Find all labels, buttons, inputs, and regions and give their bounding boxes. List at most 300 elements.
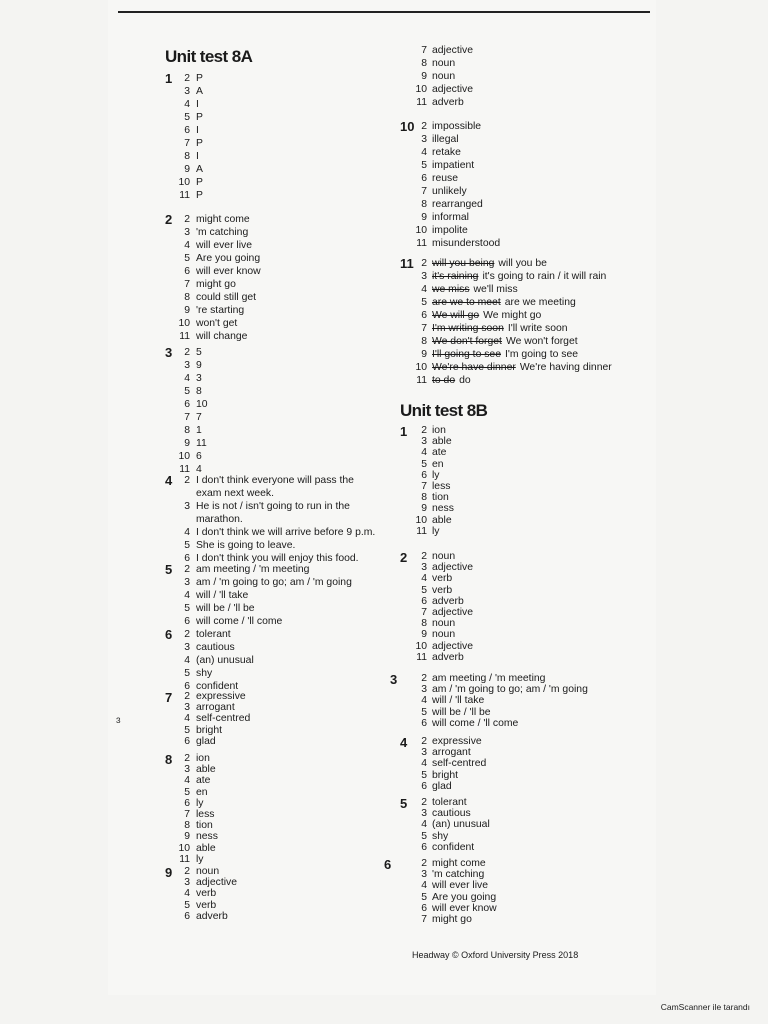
answer-text: could still get xyxy=(196,292,257,303)
answer-text: will come / 'll come xyxy=(196,616,283,627)
item-number: 4 xyxy=(184,527,190,538)
item-number: 2 xyxy=(421,797,427,808)
answer-text: might go xyxy=(196,279,236,290)
item-number: 6 xyxy=(184,399,190,410)
struck-out-text: will you being xyxy=(432,258,495,269)
answer-text: will ever know xyxy=(196,266,261,277)
question-number: 8 xyxy=(165,752,173,767)
answer-text: confident xyxy=(196,681,239,692)
item-number: 10 xyxy=(178,318,190,329)
corrected-text: we'll miss xyxy=(473,284,518,295)
answer-text: ness xyxy=(196,831,218,843)
answer-text: confident xyxy=(432,841,475,853)
item-number: 3 xyxy=(184,360,190,371)
item-number: 3 xyxy=(184,702,190,714)
copyright-footer: Headway © Oxford University Press 2018 xyxy=(412,950,579,960)
answer-text: noun xyxy=(432,618,456,630)
item-number: 2 xyxy=(421,551,427,562)
answer-text: ly xyxy=(196,797,204,809)
answer-text: verb xyxy=(432,584,453,596)
item-number: 5 xyxy=(421,160,427,171)
answer-text xyxy=(432,296,576,309)
answer-text: I don't think everyone will pass the xyxy=(196,475,354,486)
answer-text: will / 'll take xyxy=(196,590,249,601)
question-number: 3 xyxy=(390,672,398,687)
answer-text: verb xyxy=(432,573,453,585)
item-number: 6 xyxy=(421,841,427,853)
item-number: 4 xyxy=(421,573,427,585)
item-number: 4 xyxy=(421,819,427,831)
item-number: 4 xyxy=(421,880,427,892)
item-number: 2 xyxy=(421,736,427,747)
item-number: 2 xyxy=(421,121,427,132)
item-number: 6 xyxy=(184,910,190,922)
item-number: 5 xyxy=(184,724,190,736)
item-number: 3 xyxy=(184,501,190,512)
item-number: 2 xyxy=(184,564,190,575)
answer-text: 9 xyxy=(196,360,202,371)
item-number: 5 xyxy=(421,769,427,781)
answer-text: ly xyxy=(432,469,440,481)
answer-text: misunderstood xyxy=(432,238,501,249)
answer-text: shy xyxy=(432,830,449,842)
item-number: 4 xyxy=(184,240,190,251)
item-number: 2 xyxy=(421,858,427,869)
answer-text: will ever live xyxy=(196,240,253,251)
item-number: 7 xyxy=(184,138,190,149)
item-number: 11 xyxy=(416,97,427,108)
item-number: 10 xyxy=(178,451,190,462)
answer-text: 4 xyxy=(196,464,202,475)
item-number: 8 xyxy=(184,820,190,832)
answer-text: will / 'll take xyxy=(432,695,485,707)
item-number: 5 xyxy=(421,297,427,308)
item-number: 11 xyxy=(416,525,427,537)
item-number: 5 xyxy=(184,386,190,397)
answer-text xyxy=(432,257,547,270)
question-number: 11 xyxy=(400,256,414,271)
item-number: 6 xyxy=(421,469,427,481)
item-number: 10 xyxy=(415,514,427,526)
scanned-page xyxy=(108,0,656,995)
item-number: 3 xyxy=(421,436,427,448)
item-number: 11 xyxy=(179,464,190,475)
answer-text: ness xyxy=(432,503,454,515)
answer-text: tolerant xyxy=(196,629,231,640)
item-number: 10 xyxy=(415,362,427,373)
item-number: 6 xyxy=(421,902,427,914)
answer-text: shy xyxy=(196,668,213,679)
item-number: 9 xyxy=(421,212,427,223)
struck-out-text: We're have dinner xyxy=(432,362,516,373)
item-number: 2 xyxy=(184,73,190,84)
item-number: 3 xyxy=(184,227,190,238)
answer-text: P xyxy=(196,112,203,123)
question-number: 10 xyxy=(400,119,415,134)
answer-text: I don't think we will arrive before 9 p.m. xyxy=(196,527,376,538)
item-number: 2 xyxy=(184,753,190,764)
answer-text: less xyxy=(196,808,215,820)
question-number: 3 xyxy=(165,345,173,360)
item-number: 10 xyxy=(415,640,427,652)
answer-text: unlikely xyxy=(432,186,467,197)
answer-text: tion xyxy=(432,492,449,504)
answer-text: noun xyxy=(432,71,456,82)
corrected-text: I'll write soon xyxy=(507,323,568,334)
question-number: 6 xyxy=(165,627,173,642)
item-number: 3 xyxy=(184,642,190,653)
item-number: 6 xyxy=(421,310,427,321)
answer-text: will ever know xyxy=(432,902,497,914)
answer-text xyxy=(432,283,518,296)
item-number: 5 xyxy=(421,458,427,470)
item-number: 5 xyxy=(184,253,190,264)
unit-8a-title: Unit test 8A xyxy=(165,47,253,66)
answer-text: might come xyxy=(196,214,250,225)
answer-text: might come xyxy=(432,858,486,869)
answer-text: self-centred xyxy=(432,758,487,770)
answer-text: adjective xyxy=(196,877,238,889)
question-number: 5 xyxy=(165,562,173,577)
question-number: 2 xyxy=(165,212,173,227)
item-number: 6 xyxy=(184,797,190,809)
answer-text: less xyxy=(432,480,451,492)
struck-out-text: it's raining xyxy=(432,271,479,282)
item-number: 9 xyxy=(421,71,427,82)
item-number: 6 xyxy=(421,780,427,792)
corrected-text: it's going to rain / it will rain xyxy=(482,271,607,282)
answer-text: noun xyxy=(432,58,456,69)
answer-text: adjective xyxy=(432,84,474,95)
item-number: 9 xyxy=(184,164,190,175)
answer-text: I xyxy=(196,125,199,136)
answer-text: will change xyxy=(196,331,248,342)
item-number: 11 xyxy=(179,190,190,201)
item-number: 6 xyxy=(184,681,190,692)
answer-text: expressive xyxy=(432,736,482,747)
item-number: 8 xyxy=(421,618,427,630)
item-number: 8 xyxy=(421,199,427,210)
item-number: 7 xyxy=(421,606,427,618)
item-number: 5 xyxy=(421,891,427,903)
answer-text: Are you going xyxy=(196,253,261,264)
answer-text: 8 xyxy=(196,386,202,397)
item-number: 8 xyxy=(421,492,427,504)
item-number: 2 xyxy=(184,691,190,702)
answer-text: ly xyxy=(432,525,440,537)
answer-text: A xyxy=(196,164,203,175)
answer-text: 10 xyxy=(196,399,208,410)
item-number: 3 xyxy=(184,764,190,776)
answer-text: tion xyxy=(196,820,213,832)
item-number: 11 xyxy=(416,651,427,663)
answer-text: I don't think you will enjoy this food. xyxy=(196,553,359,564)
item-number: 7 xyxy=(184,279,190,290)
answer-text xyxy=(432,309,541,322)
question-number: 7 xyxy=(165,690,173,705)
answer-text: will be / 'll be xyxy=(196,603,255,614)
struck-out-text: We will go xyxy=(432,310,480,321)
answer-text: 7 xyxy=(196,412,202,423)
answer-text: rearranged xyxy=(432,199,483,210)
answer-text: am meeting / 'm meeting xyxy=(196,564,310,575)
item-number: 5 xyxy=(184,668,190,679)
answer-text: won't get xyxy=(196,318,238,329)
item-number: 4 xyxy=(184,775,190,787)
item-number: 7 xyxy=(421,45,427,56)
answer-text: I xyxy=(196,151,199,162)
answer-text: 'm catching xyxy=(432,869,485,881)
item-number: 5 xyxy=(421,584,427,596)
answer-text: noun xyxy=(196,866,220,877)
corrected-text: I'm going to see xyxy=(505,349,579,360)
answer-text: adverb xyxy=(432,97,464,108)
corrected-text: will you be xyxy=(498,258,547,269)
item-number: 5 xyxy=(184,899,190,911)
answer-text: might go xyxy=(432,913,472,925)
answer-text: am meeting / 'm meeting xyxy=(432,673,546,684)
item-number: 9 xyxy=(421,629,427,641)
item-number: 3 xyxy=(421,134,427,145)
item-number: 9 xyxy=(421,349,427,360)
answer-text: She is going to leave. xyxy=(196,540,296,551)
item-number: 7 xyxy=(421,186,427,197)
item-number: 3 xyxy=(184,577,190,588)
answer-text xyxy=(432,361,612,374)
answer-text: adverb xyxy=(432,651,464,663)
item-number: 2 xyxy=(421,673,427,684)
answer-text: able xyxy=(432,436,452,448)
answer-text: adjective xyxy=(432,45,474,56)
answer-text: am / 'm going to go; am / 'm going xyxy=(196,577,352,588)
item-number: 10 xyxy=(415,225,427,236)
answer-text: noun xyxy=(432,551,456,562)
item-number: 4 xyxy=(421,695,427,707)
item-number: 10 xyxy=(415,84,427,95)
item-number: 9 xyxy=(184,305,190,316)
item-number: 4 xyxy=(184,590,190,601)
answer-text: impolite xyxy=(432,225,468,236)
answer-text xyxy=(432,374,471,387)
answer-text: noun xyxy=(432,629,456,641)
answer-text: will come / 'll come xyxy=(432,717,519,729)
question-number: 2 xyxy=(400,550,408,565)
item-number: 8 xyxy=(184,292,190,303)
item-number: 2 xyxy=(184,347,190,358)
item-number: 4 xyxy=(421,147,427,158)
item-number: 7 xyxy=(184,412,190,423)
question-number: 5 xyxy=(400,796,408,811)
item-number: 3 xyxy=(421,808,427,820)
question-number: 4 xyxy=(400,735,408,750)
answer-text: P xyxy=(196,138,203,149)
answer-text: arrogant xyxy=(196,702,235,714)
answer-text: adjective xyxy=(432,640,474,652)
item-number: 11 xyxy=(416,238,427,249)
question-number: 9 xyxy=(165,865,173,880)
item-number: 6 xyxy=(184,125,190,136)
answer-text: able xyxy=(432,514,452,526)
item-number: 2 xyxy=(184,629,190,640)
item-number: 2 xyxy=(184,866,190,877)
answer-text: verb xyxy=(196,899,217,911)
answer-text: adverb xyxy=(196,910,228,922)
scanner-watermark: CamScanner ile tarandı xyxy=(660,1002,750,1012)
item-number: 8 xyxy=(421,58,427,69)
answer-text: P xyxy=(196,177,203,188)
answer-text: ate xyxy=(432,447,447,459)
item-number: 5 xyxy=(184,786,190,798)
item-number: 8 xyxy=(184,425,190,436)
question-number: 4 xyxy=(165,473,173,488)
answer-text: informal xyxy=(432,212,469,223)
item-number: 3 xyxy=(421,869,427,881)
answer-text: verb xyxy=(196,888,217,900)
answer-text: able xyxy=(196,842,216,854)
item-number: 2 xyxy=(184,475,190,486)
struck-out-text: to do xyxy=(432,375,456,386)
answer-text: arrogant xyxy=(432,747,471,759)
answer-text: reuse xyxy=(432,173,458,184)
item-number: 7 xyxy=(184,808,190,820)
struck-out-text: I'll going to see xyxy=(432,349,501,360)
item-number: 11 xyxy=(179,853,190,865)
corrected-text: We're having dinner xyxy=(519,362,612,373)
answer-text: impatient xyxy=(432,160,475,171)
struck-out-text: I'm writing soon xyxy=(432,323,504,334)
item-number: 2 xyxy=(421,258,427,269)
item-number: 7 xyxy=(421,480,427,492)
answer-text: bright xyxy=(196,724,222,736)
item-number: 5 xyxy=(421,706,427,718)
item-number: 6 xyxy=(184,616,190,627)
answer-text: cautious xyxy=(196,642,235,653)
answer-text: self-centred xyxy=(196,713,251,725)
answer-text: will be / 'll be xyxy=(432,706,491,718)
item-number: 4 xyxy=(184,99,190,110)
item-number: 8 xyxy=(184,151,190,162)
answer-text: adjective xyxy=(432,606,474,618)
struck-out-text: are we to meet xyxy=(432,297,501,308)
item-number: 4 xyxy=(421,284,427,295)
answer-text: ion xyxy=(196,753,210,764)
question-number: 6 xyxy=(384,857,392,872)
answer-text: glad xyxy=(432,780,452,792)
item-number: 10 xyxy=(178,177,190,188)
answer-text: cautious xyxy=(432,808,471,820)
item-number: 4 xyxy=(184,655,190,666)
item-number: 4 xyxy=(421,758,427,770)
answer-text: ion xyxy=(432,425,446,436)
item-number: 7 xyxy=(421,913,427,925)
answer-text: Are you going xyxy=(432,891,497,903)
item-number: 11 xyxy=(179,331,190,342)
answer-text: bright xyxy=(432,769,458,781)
top-rule xyxy=(118,11,650,13)
item-number: 11 xyxy=(416,375,427,386)
answer-text: 'm catching xyxy=(196,227,249,238)
item-number: 4 xyxy=(184,888,190,900)
item-number: 3 xyxy=(421,562,427,574)
item-number: 4 xyxy=(421,447,427,459)
margin-mark: ɜ xyxy=(116,715,121,726)
item-number: 6 xyxy=(421,173,427,184)
answer-text: 11 xyxy=(196,438,207,449)
answer-text: will ever live xyxy=(432,880,489,892)
answer-text: glad xyxy=(196,735,216,747)
answer-text: 3 xyxy=(196,373,202,384)
item-number: 3 xyxy=(184,877,190,889)
item-number: 6 xyxy=(421,595,427,607)
answer-text: ate xyxy=(196,775,211,787)
answer-text: retake xyxy=(432,147,461,158)
item-number: 3 xyxy=(184,86,190,97)
answer-text: en xyxy=(432,458,444,470)
answer-text: exam next week. xyxy=(196,488,274,499)
answer-text xyxy=(432,335,578,348)
answer-text: He is not / isn't going to run in the xyxy=(196,501,350,512)
struck-out-text: We don't forget xyxy=(432,336,502,347)
answer-text: 5 xyxy=(196,347,202,358)
unit-8b-title: Unit test 8B xyxy=(400,401,488,420)
item-number: 9 xyxy=(184,438,190,449)
answer-text: expressive xyxy=(196,691,246,702)
item-number: 3 xyxy=(421,747,427,759)
answer-text xyxy=(432,348,578,361)
item-number: 7 xyxy=(421,323,427,334)
corrected-text: We might go xyxy=(483,310,542,321)
answer-text: illegal xyxy=(432,134,459,145)
answer-text: 6 xyxy=(196,451,202,462)
item-number: 6 xyxy=(184,266,190,277)
answer-text: adjective xyxy=(432,562,474,574)
answer-text: A xyxy=(196,86,203,97)
item-number: 3 xyxy=(421,271,427,282)
answer-text: tolerant xyxy=(432,797,467,808)
item-number: 9 xyxy=(421,503,427,515)
answer-text: ly xyxy=(196,853,204,865)
answer-text: 1 xyxy=(196,425,202,436)
answer-text: (an) unusual xyxy=(432,819,490,831)
item-number: 6 xyxy=(184,553,190,564)
item-number: 2 xyxy=(184,214,190,225)
question-number: 1 xyxy=(400,424,408,439)
item-number: 10 xyxy=(178,842,190,854)
struck-out-text: we miss xyxy=(432,284,470,295)
answer-text: impossible xyxy=(432,121,482,132)
item-number: 5 xyxy=(184,112,190,123)
answer-text: I xyxy=(196,99,199,110)
answer-text: am / 'm going to go; am / 'm going xyxy=(432,684,588,696)
item-number: 6 xyxy=(421,717,427,729)
answer-text: adverb xyxy=(432,595,464,607)
item-number: 8 xyxy=(421,336,427,347)
answer-text xyxy=(432,270,606,283)
corrected-text: We won't forget xyxy=(505,336,578,347)
answer-text: (an) unusual xyxy=(196,655,254,666)
corrected-text: do xyxy=(459,375,471,386)
answer-text: marathon. xyxy=(196,514,243,525)
item-number: 3 xyxy=(421,684,427,696)
answer-text xyxy=(432,322,568,335)
item-number: 2 xyxy=(421,425,427,436)
answer-text: P xyxy=(196,73,203,84)
item-number: 5 xyxy=(184,540,190,551)
item-number: 6 xyxy=(184,735,190,747)
answer-text: 're starting xyxy=(196,305,245,316)
item-number: 4 xyxy=(184,373,190,384)
answer-text: en xyxy=(196,786,208,798)
